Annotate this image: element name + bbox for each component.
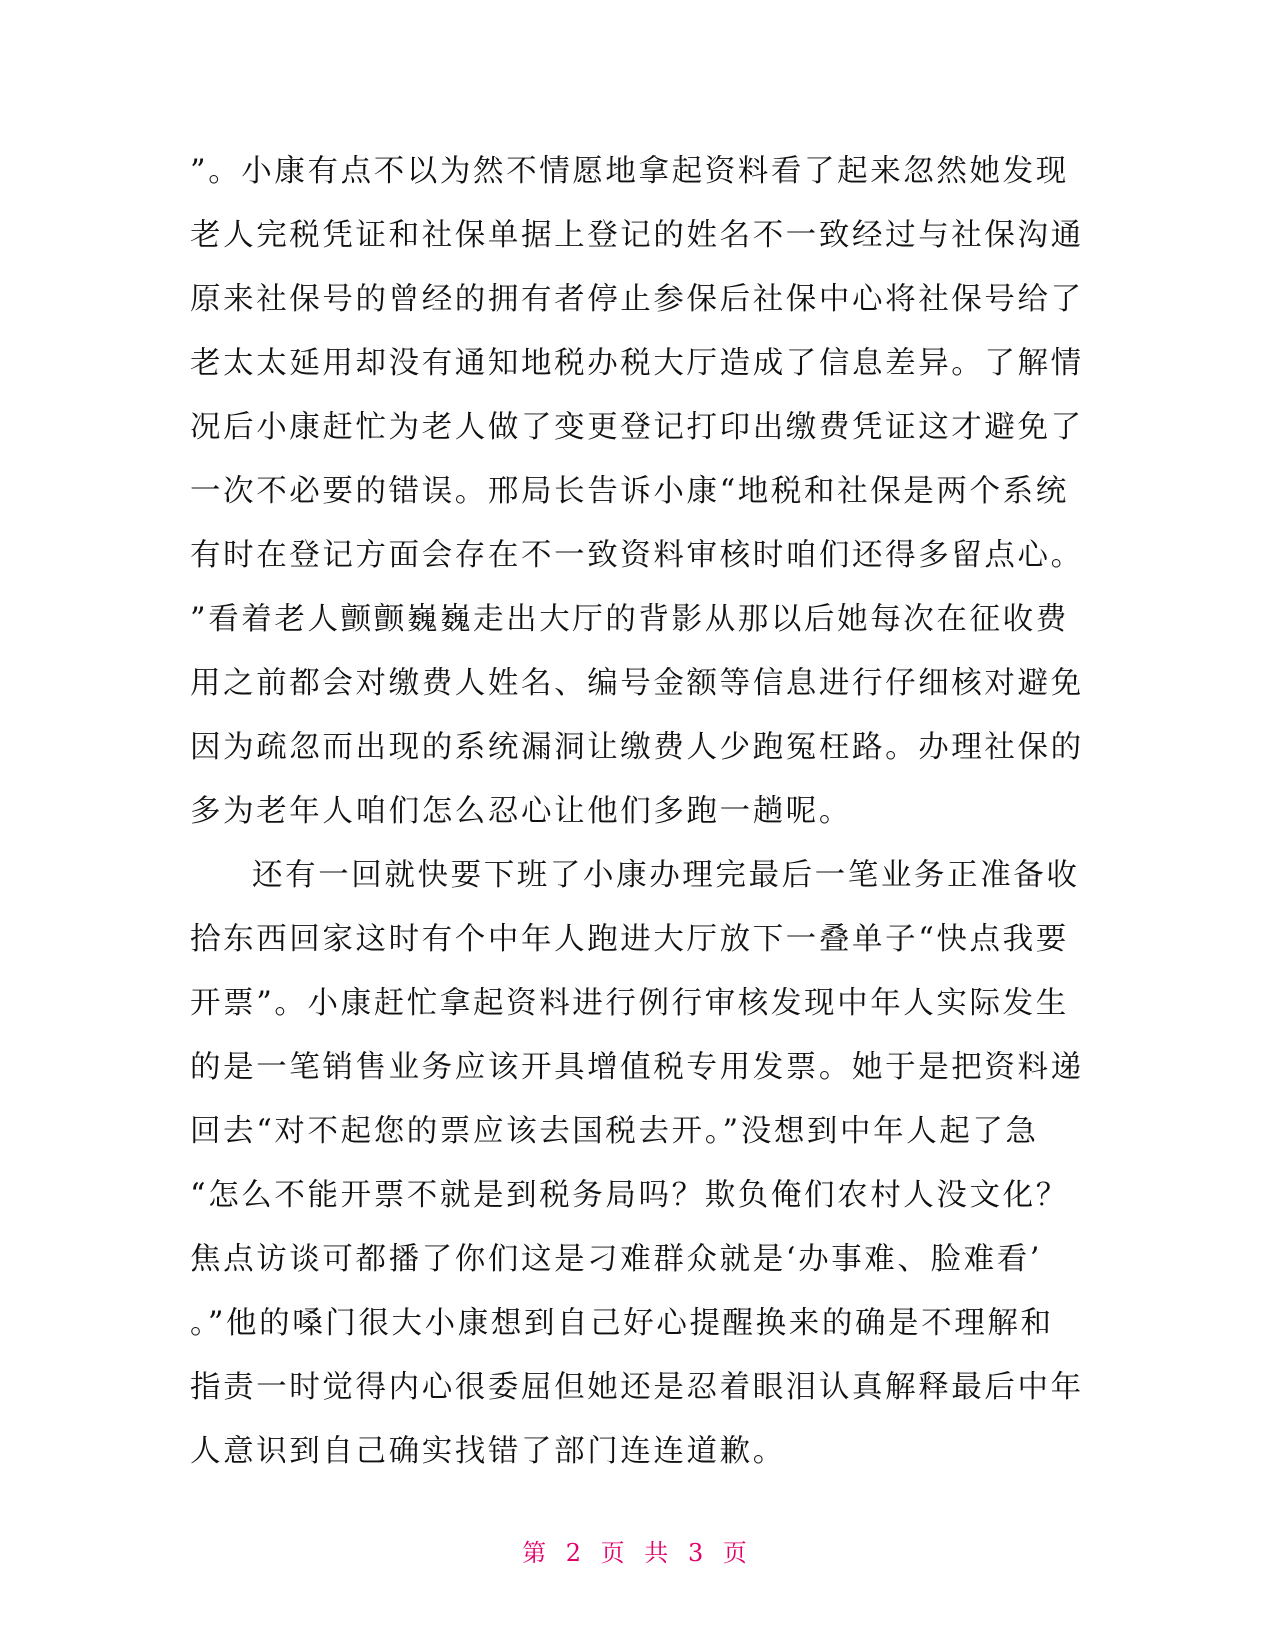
text-line: 还有一回就快要下班了小康办理完最后一笔业务正准备收	[252, 858, 1080, 893]
text-line: 的是一笔销售业务应该开具增值税专用发票。她于是把资料递	[190, 1050, 1084, 1085]
text-line: 因为疏忽而出现的系统漏洞让缴费人少跑冤枉路。办理社保的	[190, 730, 1084, 765]
text-line: 拾东西回家这时有个中年人跑进大厅放下一叠单子“快点我要	[190, 922, 1069, 957]
text-line: 一次不必要的错误。邢局长告诉小康“地税和社保是两个系统	[190, 474, 1069, 509]
text-line: 焦点访谈可都播了你们这是刁难群众就是‘办事难、脸难看’	[190, 1242, 1043, 1277]
text-line: “怎么不能开票不就是到税务局吗？欺负俺们农村人没文化？	[190, 1178, 1069, 1213]
paragraph-1	[190, 140, 1090, 844]
total-pages-number: 3	[687, 1539, 710, 1567]
text-line: 用之前都会对缴费人姓名、编号金额等信息进行仔细核对避免	[190, 666, 1084, 701]
paragraph-2	[190, 844, 1090, 1484]
text-line: 老人完税凭证和社保单据上登记的姓名不一致经过与社保沟通	[190, 218, 1084, 253]
text-line: 回去“对不起您的票应该去国税去开。”没想到中年人起了急	[190, 1114, 1039, 1149]
footer-middle: 页 共	[600, 1539, 675, 1567]
text-line: ”看着老人颤颤巍巍走出大厅的背影从那以后她每次在征收费	[190, 602, 1069, 637]
footer-prefix: 第	[522, 1539, 553, 1567]
current-page-number: 2	[565, 1539, 588, 1567]
text-line: 开票”。小康赶忙拿起资料进行例行审核发现中年人实际发生	[190, 986, 1069, 1021]
footer-suffix: 页	[722, 1539, 753, 1567]
text-line: 老太太延用却没有通知地税办税大厅造成了信息差异。了解情	[190, 346, 1084, 381]
text-line: 多为老年人咱们怎么忍心让他们多跑一趟呢。	[190, 794, 852, 829]
text-line: 有时在登记方面会存在不一致资料审核时咱们还得多留点心。	[190, 538, 1084, 573]
page-footer	[0, 1533, 1275, 1568]
text-line: ”。小康有点不以为然不情愿地拿起资料看了起来忽然她发现	[190, 154, 1069, 189]
body-text	[190, 140, 1090, 1484]
text-line: 。”他的嗓门很大小康想到自己好心提醒换来的确是不理解和	[190, 1306, 1054, 1341]
text-line: 况后小康赶忙为老人做了变更登记打印出缴费凭证这才避免了	[190, 410, 1084, 445]
text-line: 指责一时觉得内心很委屈但她还是忍着眼泪认真解释最后中年	[190, 1370, 1084, 1405]
text-line: 原来社保号的曾经的拥有者停止参保后社保中心将社保号给了	[190, 282, 1084, 317]
text-line: 人意识到自己确实找错了部门连连道歉。	[190, 1434, 786, 1469]
